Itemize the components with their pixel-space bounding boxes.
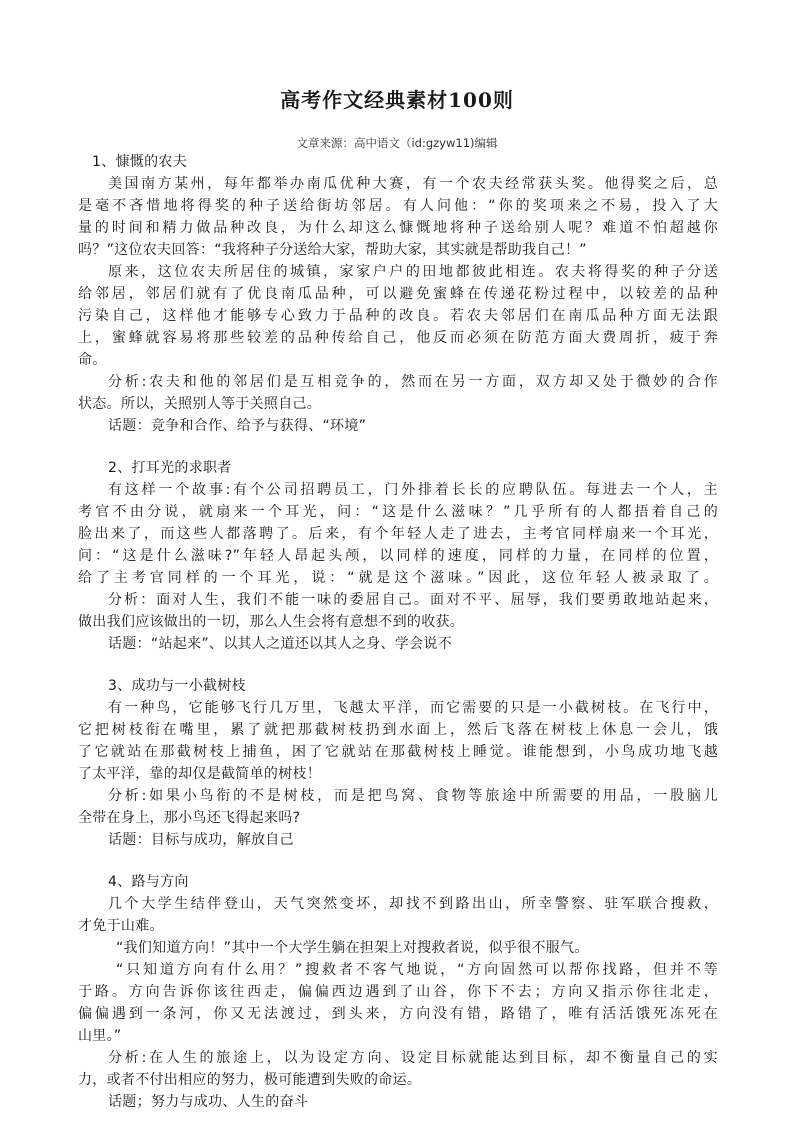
section-heading: 1、慷慨的农夫 [92, 154, 188, 170]
analysis-line: 分析:农夫和他的邻居们是互相竞争的，然而在另一方面，双方却又处于微妙的合作 [108, 374, 718, 390]
body-line: 几个大学生结伴登山，天气突然变坏，却找不到路出山，所幸警察、驻军联合搜救， [108, 896, 718, 912]
body-line: 脸出来了，而这些人都落聘了。后来，有个年轻人走了进去，主考官同样扇来一个耳光， [78, 526, 718, 542]
body-line: 给邻居，邻居们就有了优良南瓜品种，可以避免蜜蜂在传递花粉过程中，以较差的品种 [78, 286, 718, 302]
topic-line: 话题：目标与成功，解放自己 [108, 832, 294, 848]
analysis-line: 分析：面对人生，我们不能一味的委屈自己。面对不平、屈辱，我们要勇敢地站起来， [108, 592, 718, 608]
analysis-line: 状态。所以，关照别人等于关照自己。 [78, 396, 322, 412]
analysis-line: 力，或者不付出相应的努力，极可能遭到失败的命运。 [78, 1072, 422, 1088]
section-heading: 3、成功与一小截树枝 [108, 678, 246, 694]
analysis-line: 分析:如果小鸟衔的不是树枝，而是把鸟窝、食物等旅途中所需要的用品，一股脑儿 [108, 788, 718, 804]
document-title: 高考作文经典素材100则 [280, 88, 514, 112]
body-line: “我们知道方向！”其中一个大学生躺在担架上对搜救者说，似乎很不服气。 [116, 940, 589, 956]
body-line: 原来，这位农夫所居住的城镇，家家户户的田地都彼此相连。农夫将得奖的种子分送 [108, 264, 718, 280]
body-line: 有一种鸟，它能够飞行几万里，飞越太平洋，而它需要的只是一小截树枝。在飞行中， [108, 700, 718, 716]
analysis-line: 分析:在人生的旅途上，以为设定方向、设定目标就能达到目标，却不衡量自己的实 [108, 1050, 718, 1066]
body-line: “只知道方向有什么用？”搜救者不客气地说，“方向固然可以帮你找路，但并不等 [116, 962, 718, 978]
body-line: 有这样一个故事:有个公司招聘员工，门外排着长长的应聘队伍。每进去一个人，主 [108, 482, 718, 498]
topic-line: 话题：“站起来”、以其人之道还以其人之身、学会说不 [108, 636, 453, 652]
body-line: 给了主考官同样的一个耳光，说：“就是这个滋味。”因此，这位年轻人被录取了。 [78, 570, 718, 586]
body-line: 了太平洋，靠的却仅是截简单的树枝！ [78, 766, 322, 782]
topic-line: 话题：竞争和合作、给予与获得、“环境” [108, 418, 367, 434]
body-line: 了它就站在那截树枝上捕鱼，困了它就站在那截树枝上睡觉。谁能想到，小鸟成功地飞越 [78, 744, 718, 760]
body-line: 才免于山难。 [78, 918, 164, 934]
body-line: 它把树枝衔在嘴里，累了就把那截树枝扔到水面上，然后飞落在树枝上休息一会儿，饿 [78, 722, 718, 738]
body-line: 于路。方向告诉你该往西走，偏偏西边遇到了山谷，你下不去；方向又指示你往北走， [78, 984, 718, 1000]
section-heading: 4、路与方向 [108, 874, 189, 890]
body-line: 山里。” [78, 1028, 122, 1044]
body-line: 问：“这是什么滋味?”年轻人昂起头颅，以同样的速度，同样的力量，在同样的位置， [78, 548, 718, 564]
body-line: 偏偏遇到一条河，你又无法渡过，到头来，方向没有错，路错了，唯有活活饿死冻死在 [78, 1006, 718, 1022]
section-heading: 2、打耳光的求职者 [108, 460, 232, 476]
analysis-line: 全带在身上，那小鸟还飞得起来吗? [78, 810, 301, 826]
body-line: 上，蜜蜂就容易将那些较差的品种传给自己，他反而必须在防范方面大费周折，疲于奔 [78, 330, 718, 346]
body-line: 污染自己，这样他才能够专心致力于品种的改良。若农夫邻居们在南瓜品种方面无法跟 [78, 308, 718, 324]
body-line: 命。 [78, 352, 107, 368]
body-line: 考官不由分说，就扇来一个耳光，问：“这是什么滋味？”几乎所有的人都捂着自己的 [78, 504, 718, 520]
article-source: 文章来源：高中语文（id:gzyw11)编辑 [296, 136, 498, 150]
body-line: 吗？”这位农夫回答：“我将种子分送给大家，帮助大家，其实就是帮助我自己！” [78, 242, 587, 258]
analysis-line: 做出我们应该做出的一切，那么人生会将有意想不到的收获。 [78, 614, 465, 630]
topic-line: 话题；努力与成功、人生的奋斗 [108, 1094, 309, 1110]
body-line: 是毫不吝惜地将得奖的种子送给街坊邻居。有人问他：“你的奖项来之不易，投入了大 [78, 198, 718, 214]
body-line: 量的时间和精力做品种改良，为什么却这么慷慨地将种子送给别人呢？难道不怕超越你 [78, 220, 718, 236]
body-line: 美国南方某州，每年都举办南瓜优种大赛，有一个农夫经常获头奖。他得奖之后，总 [108, 176, 718, 192]
